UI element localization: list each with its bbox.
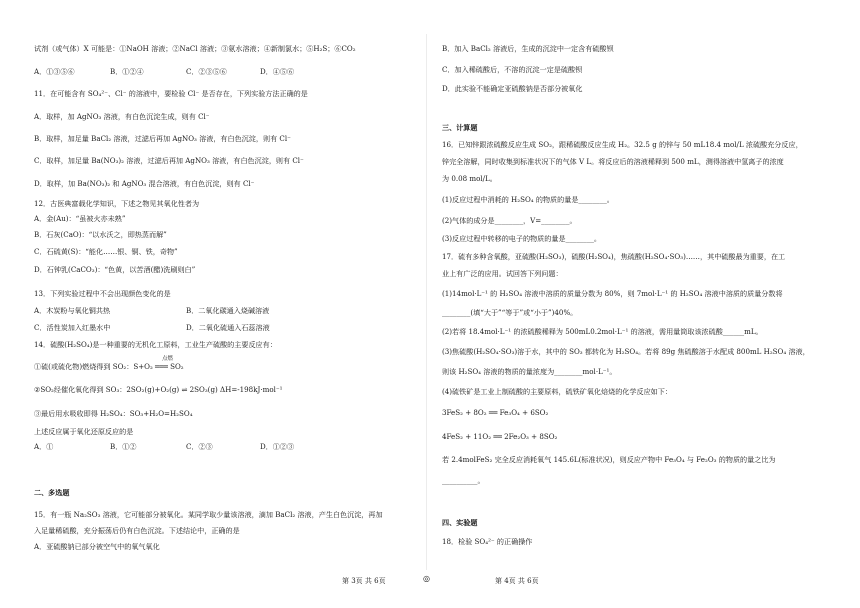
q17-sub-3b: 则该 H₂SO₄ 溶液的物质的量浓度为________mol·L⁻¹。 — [442, 367, 617, 376]
section-heading-multi-choice: 二、多选题 — [34, 488, 70, 497]
q11-option-d: D．取样，加 Ba(NO₃)₂ 和 AgNO₃ 混合溶液，有白色沉淀，则有 Cl⁻ — [34, 179, 255, 188]
q16-sub-3: (3)反应过程中转移的电子的物质的量是________。 — [442, 234, 602, 243]
q12-option-b: B．石灰(CaO)：“以水沃之，即热蒸而解” — [34, 230, 167, 239]
q15-option-b: B．加入 BaCl₂ 溶液后，生成的沉淀中一定含有硫酸钡 — [442, 44, 614, 53]
option-c: C．②③⑤⑥ — [186, 67, 227, 76]
option-d: D．①②③ — [260, 442, 295, 451]
option-c: C．②③ — [186, 442, 213, 451]
center-mark-icon: ◎ — [423, 574, 430, 583]
q12-option-a: A．金(Au)：“虽被火亦未熟” — [34, 214, 126, 223]
q12-option-d: D．石钟乳(CaCO₃)：“色黄，以苦酒(醋)洗刷则白” — [34, 265, 196, 274]
option-d: D．二氧化硫通入石蕊溶液 — [186, 323, 270, 332]
option-a: A．① — [34, 442, 54, 451]
q14-reaction-3: ③最后用水吸收即得 H₂SO₄：SO₃+H₂O=H₂SO₄ — [34, 409, 193, 418]
q13-stem: 13．下列实验过程中不会出现颜色变化的是 — [34, 289, 171, 298]
q15-option-a: A．亚硫酸钠已部分被空气中的氧气氧化 — [34, 542, 160, 551]
q11-option-c: C．取样，加足量 Ba(NO₃)₂ 溶液，过滤后再加 AgNO₃ 溶液，有白色沉淀，则有 Cl⁻ — [34, 156, 304, 165]
q15-stem-2: 入足量稀硫酸，充分振荡后仍有白色沉淀。下述结论中，正确的是 — [34, 526, 240, 535]
q12-option-c: C．石硫黄(S)：“能化……银、铜、铁，奇物” — [34, 247, 178, 256]
q11-option-a: A．取样，加 AgNO₃ 溶液，有白色沉淀生成，则有 Cl⁻ — [34, 112, 210, 121]
option-c: C．活性炭加入红墨水中 — [34, 323, 111, 332]
q17-sub-2: (2)若将 18.4mol·L⁻¹ 的浓硫酸稀释为 500mL0.2mol·L⁻¹ 的溶液，需用量筒取该浓硫酸______mL。 — [442, 327, 763, 336]
q14-reaction-2: ②SO₂经催化氧化得到 SO₃：2SO₂(g)+O₂(g) ⇌ 2SO₃(g) ΔH=-198kJ·mol⁻¹ — [34, 385, 283, 394]
q17-sub-4c: __________。 — [442, 476, 485, 485]
q14-reaction-1: ①硫(或硫化物)燃烧得到 SO₂：S+O₂ ═══ SO₂ — [34, 362, 184, 371]
q17-equation-1: 3FeS₂ + 8O₂ ══ Fe₃O₄ + 6SO₂ — [442, 408, 549, 417]
option-a: A．木炭粉与氧化铜共热 — [34, 306, 111, 315]
q15-stem-1: 15．有一瓶 Na₂SO₃ 溶液，它可能部分被氧化。某同学取少量该溶液，滴加 BaCl₂ 溶液，产生白色沉淀，再加 — [34, 510, 383, 519]
q16-sub-1: (1)反应过程中消耗的 H₂SO₄ 的物质的量是________。 — [442, 195, 614, 204]
option-b: B．①②④ — [110, 67, 144, 76]
q17-sub-1a: (1)14mol·L⁻¹ 的 H₂SO₄ 溶液中溶质的质量分数为 80%，则 7mol·L⁻¹ 的 H₂SO₄ 溶液中溶质的质量分数将 — [442, 289, 783, 298]
q14-question: 上述反应属于氧化还原反应的是 — [34, 427, 134, 436]
q14-stem: 14．硫酸(H₂SO₄)是一种重要的无机化工原料，工业生产硫酸的主要反应有： — [34, 340, 277, 349]
q17-sub-4: (4)硫铁矿是工业上制硫酸的主要原料，硫铁矿氧化焙烧的化学反应如下： — [442, 387, 672, 396]
page-divider — [426, 34, 427, 570]
page-number-right: 第 4页 共 6页 — [495, 577, 539, 585]
q16-stem-1: 16．已知锌跟浓硫酸反应生成 SO₂，跟稀硫酸反应生成 H₂。32.5 g 的锌与 50 mL18.4 mol/L 浓硫酸充分反应， — [442, 140, 803, 149]
q14-condition-ignite: 点燃 — [162, 356, 174, 362]
section-heading-calculation: 三、计算题 — [442, 123, 478, 132]
option-b: B．①② — [110, 442, 137, 451]
q17-sub-4b: 若 2.4molFeS₂ 完全反应消耗氧气 145.6L(标准状况)，则反应产物中 Fe₃O₄ 与 Fe₂O₃ 的物质的量之比为 — [442, 455, 776, 464]
q17-sub-3a: (3)焦硫酸(H₂SO₄·SO₃)溶于水，其中的 SO₃ 都转化为 H₂SO₄。若将 89g 焦硫酸溶于水配成 800mL H₂SO₄ 溶液， — [442, 347, 810, 356]
q11-option-b: B．取样，加足量 BaCl₂ 溶液，过滤后再加 AgNO₃ 溶液，有白色沉淀，则有 Cl⁻ — [34, 134, 291, 143]
option-b: B．二氧化碳通入烧碱溶液 — [186, 306, 270, 315]
q11-stem: 11．在可能含有 SO₄²⁻、Cl⁻ 的溶液中，要检验 Cl⁻ 是否存在，下列实验方法正确的是 — [34, 89, 308, 98]
q15-option-d: D．此实验不能确定亚硫酸钠是否部分被氧化 — [442, 84, 583, 93]
q17-equation-2: 4FeS₂ + 11O₂ ══ 2Fe₂O₃ + 8SO₂ — [442, 432, 558, 441]
q17-stem-2: 业上有广泛的应用。试回答下列问题： — [442, 269, 563, 278]
q15-option-c: C．加入稀硫酸后，不溶的沉淀一定是硫酸钡 — [442, 65, 583, 74]
section-heading-experiment: 四、实验题 — [442, 518, 478, 527]
page-number-left: 第 3页 共 6页 — [342, 577, 386, 585]
q17-sub-1b: ________(填“大于”“等于”或“小于”)40%。 — [442, 308, 578, 317]
q17-stem-1: 17．硫有多种含氧酸，亚硫酸(H₂SO₃)，硫酸(H₂SO₄)，焦硫酸(H₂SO₄·SO₃)……，其中硫酸最为重要，在工 — [442, 252, 786, 261]
q18-stem: 18．检验 SO₄²⁻ 的正确操作 — [442, 537, 533, 546]
q10-reagents-line: 试剂（或气体）X 可能是：①NaOH 溶液；②NaCl 溶液；③氨水溶液；④新制氯水；⑤H₂S；⑥CO₂ — [34, 44, 356, 53]
option-a: A．①③⑤⑥ — [34, 67, 75, 76]
option-d: D．④⑤⑥ — [260, 67, 295, 76]
q16-stem-3: 为 0.08 mol/L。 — [442, 174, 497, 183]
q12-stem: 12．古医典富载化学知识，下述之物见其氧化性者为 — [34, 199, 200, 208]
q16-stem-2: 锌完全溶解，同时收集到标准状况下的气体 V L。将反应后的溶液稀释到 500 mL，测得溶液中氢离子的浓度 — [442, 157, 784, 166]
q16-sub-2: (2)气体的成分是________，V=________。 — [442, 216, 577, 225]
